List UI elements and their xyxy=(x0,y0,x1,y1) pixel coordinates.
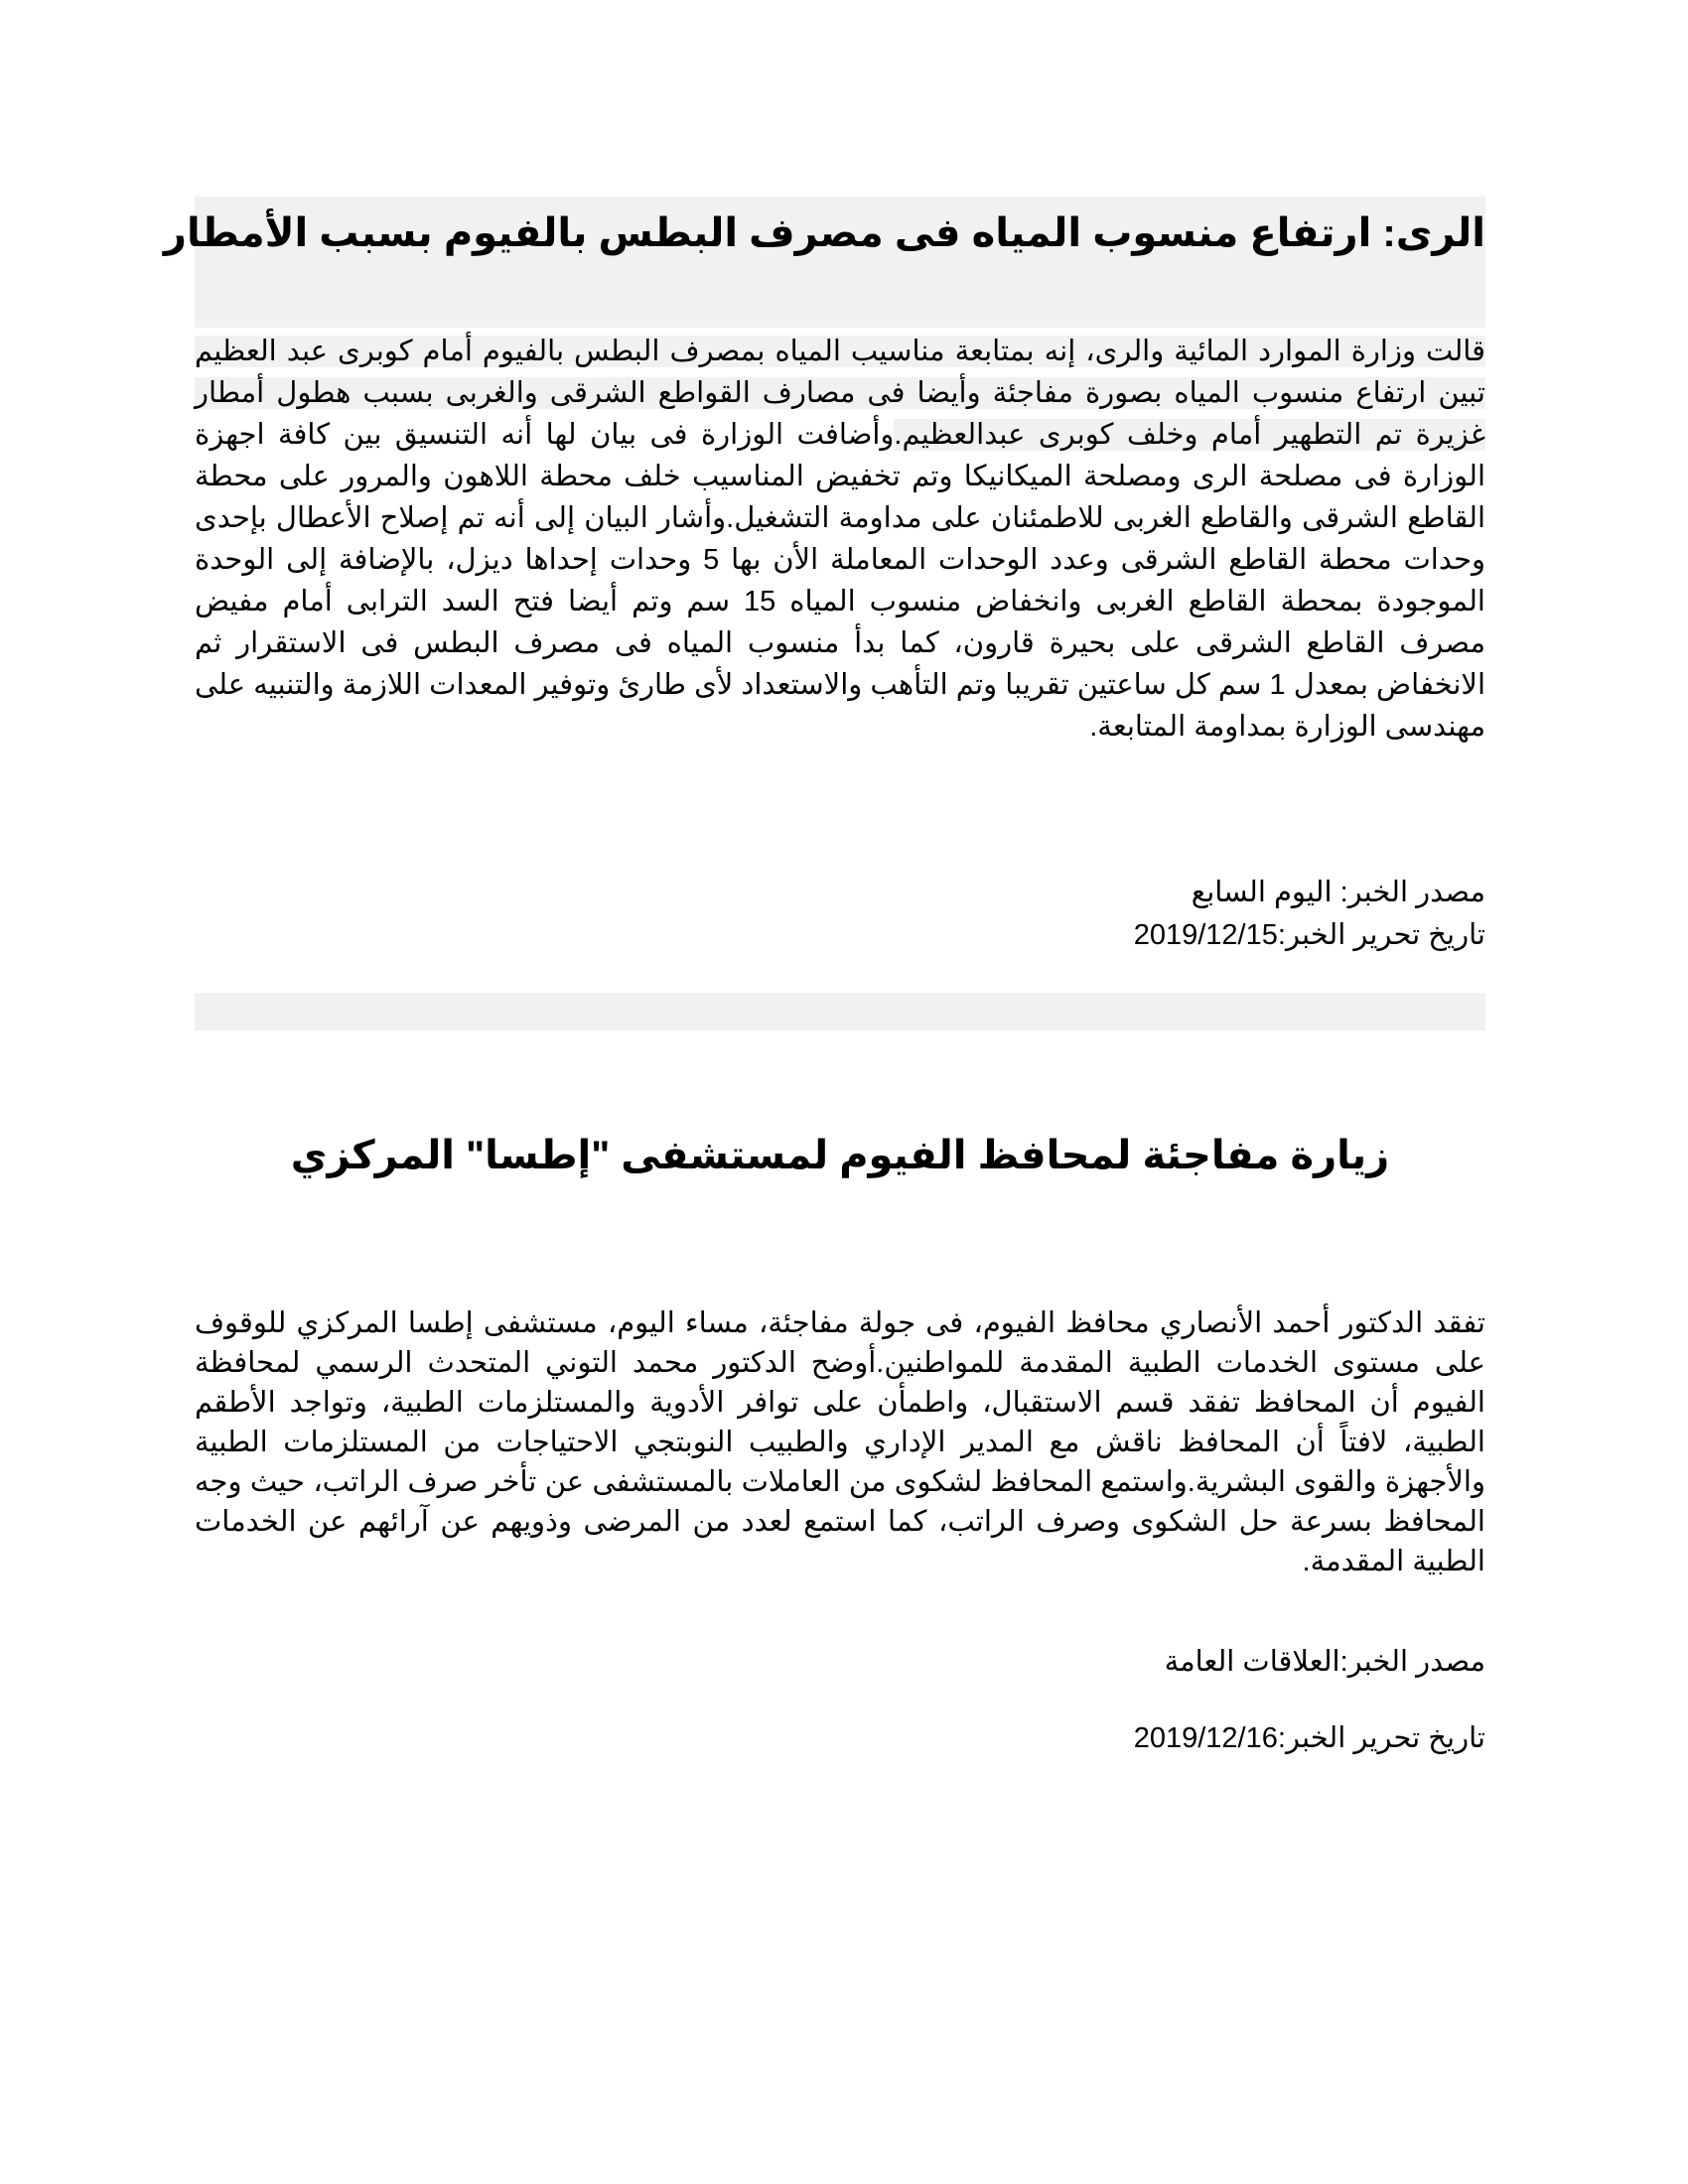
article1-body xyxy=(195,331,1485,748)
section-divider xyxy=(195,993,1485,1030)
article1-date: تاريخ تحرير الخبر:2019/12/15 xyxy=(1133,919,1485,951)
article2-source: مصدر الخبر:العلاقات العامة xyxy=(1164,1646,1485,1678)
article1-title: الرى: ارتفاع منسوب المياه فى مصرف البطس بالفيوم بسبب الأمطار xyxy=(163,211,1485,255)
article2-title: زيارة مفاجئة لمحافظ الفيوم لمستشفى "إطسا" المركزي xyxy=(290,1134,1390,1177)
article1-body-highlighted: قالت وزارة الموارد المائية والرى، إنه بمتابعة مناسيب المياه بمصرف البطس بالفيوم أمام كوبرى عبد العظيم تبين ارتفاع منسوب المياه بصورة مفاجئة وأيضا فى مصارف القواطع الشرقى والغربى بسبب هطول أمطار غزيرة تم التطهير أمام وخلف كوبرى عبدالعظيم. xyxy=(195,336,1486,451)
article2-body: تفقد الدكتور أحمد الأنصاري محافظ الفيوم، فى جولة مفاجئة، مساء اليوم، مستشفى إطسا المركزي للوقوف على مستوى الخدمات الطبية المقدمة للمواطنين.أوضح الدكتور محمد التوني المتحدث الرسمي لمحافظة الفيوم أن المحافظ تفقد قسم الاستقبال، واطمأن على توافر الأدوية والمستلزمات الطبية، وتواجد الأطقم الطبية، لافتاً أن المحافظ ناقش مع المدير الإداري والطبيب النوبتجي الاحتياجات من المستلزمات الطبية والأجهزة والقوى البشرية.واستمع المحافظ لشكوى من العاملات بالمستشفى عن تأخر صرف الراتب، حيث وجه المحافظ بسرعة حل الشكوى وصرف الراتب، كما استمع لعدد من المرضى وذويهم عن آرائهم عن الخدمات الطبية المقدمة. xyxy=(195,1307,1485,1577)
article1-body-rest: وأضافت الوزارة فى بيان لها أنه التنسيق بين كافة اجهزة الوزارة فى مصلحة الرى ومصلحة الميكانيكا وتم تخفيض المناسيب خلف محطة اللاهون والمرور على محطة القاطع الشرقى والقاطع الغربى للاطمئنان على مداومة التشغيل.وأشار البيان إلى أنه تم إصلاح الأعطال بإحدى وحدات محطة القاطع الشرقى وعدد الوحدات المعاملة الأن بها 5 وحدات إحداها ديزل، بالإضافة إلى الوحدة الموجودة بمحطة القاطع الغربى وانخفاض منسوب المياه 15 سم وتم أيضا فتح السد الترابى أمام مفيض مصرف القاطع الشرقى على بحيرة قارون، كما بدأ منسوب المياه فى مصرف البطس فى الاستقرار ثم الانخفاض بمعدل 1 سم كل ساعتين تقريبا وتم التأهب والاستعداد لأى طارئ وتوفير المعدات اللازمة والتنبيه على مهندسى الوزارة بمداومة المتابعة. xyxy=(195,419,1486,743)
article1-source: مصدر الخبر: اليوم السابع xyxy=(1191,877,1485,908)
article2-date: تاريخ تحرير الخبر:2019/12/16 xyxy=(1133,1722,1485,1754)
